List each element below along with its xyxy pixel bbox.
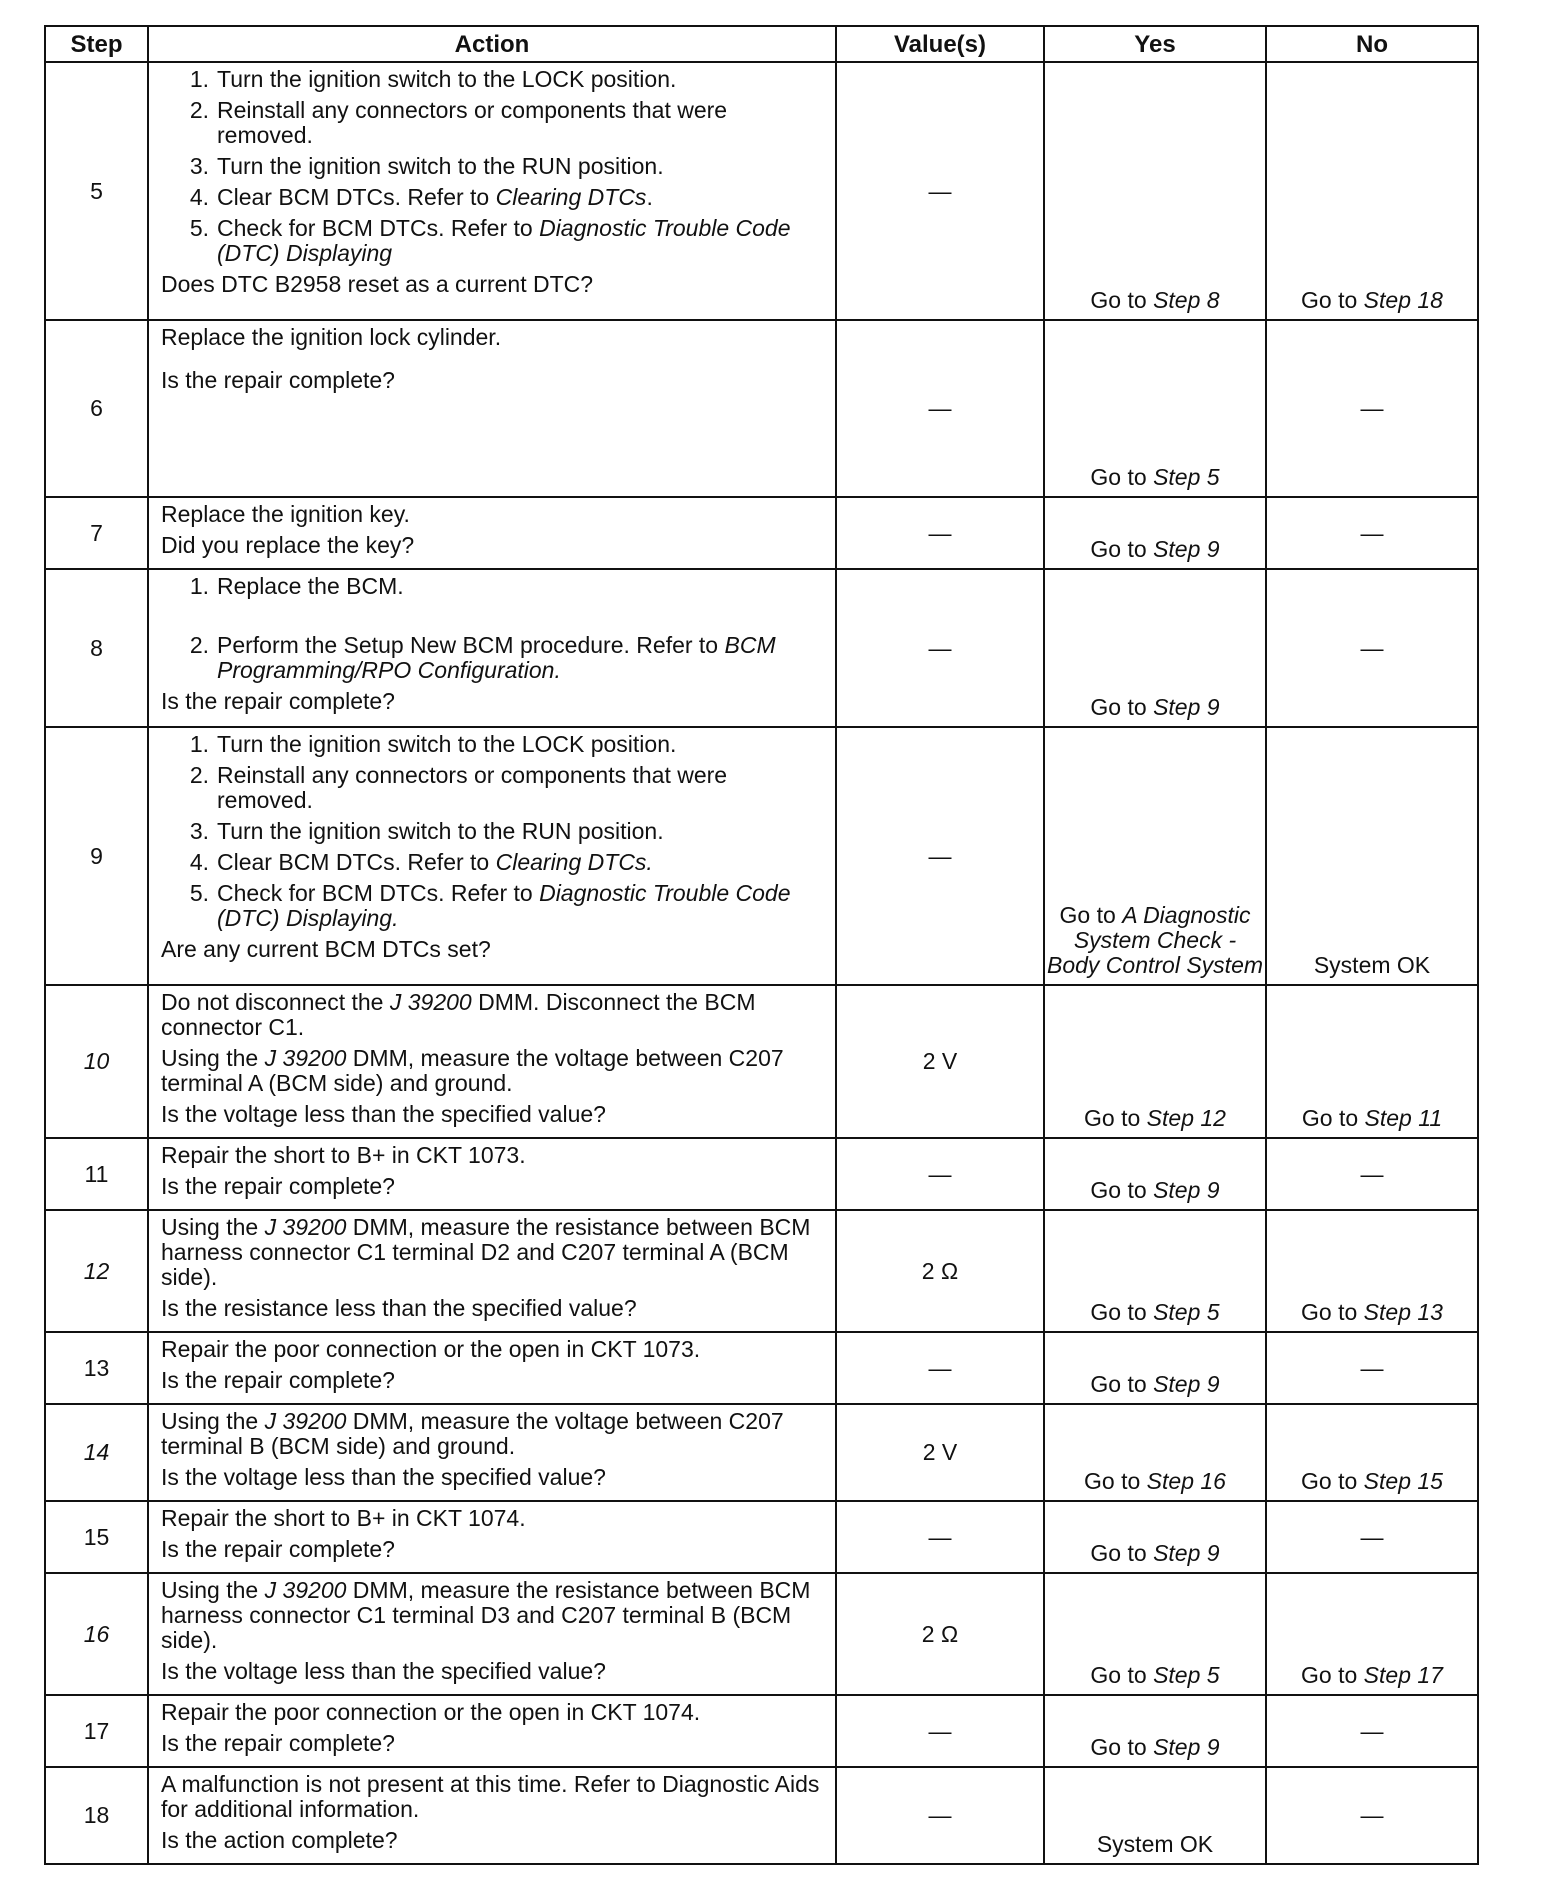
table-row <box>45 727 1478 985</box>
action-cell <box>148 1332 836 1404</box>
step-number: 10 <box>45 985 148 1138</box>
action-cell <box>148 320 836 497</box>
table-row <box>45 320 1478 497</box>
yes-cell: Go to Step 9 <box>1044 1332 1266 1404</box>
value-cell: 2 V <box>836 985 1044 1138</box>
action-text: Replace the ignition lock cylinder. <box>161 324 502 350</box>
list-item: Check for BCM DTCs. Refer to Diagnostic Trouble Code (DTC) Displaying. <box>217 880 791 931</box>
action-cell <box>148 1404 836 1501</box>
step-number: 15 <box>45 1501 148 1573</box>
yes-cell: Go to A Diagnostic System Check - Body Control System <box>1044 727 1266 985</box>
value-cell: — <box>836 1695 1044 1767</box>
action-text: Repair the poor connection or the open in CKT 1073. <box>161 1336 701 1362</box>
action-text: Using the J 39200 DMM, measure the voltage between C207 terminal B (BCM side) and ground. <box>161 1408 784 1459</box>
action-text: Using the J 39200 DMM, measure the resistance between BCM harness connector C1 terminal D3 and C207 terminal B (BCM side). <box>161 1577 811 1653</box>
no-cell: Go to Step 13 <box>1266 1210 1478 1332</box>
action-cell <box>148 1501 836 1573</box>
question: Is the repair complete? <box>161 1730 395 1756</box>
yes-cell: Go to Step 5 <box>1044 1573 1266 1695</box>
value-cell: — <box>836 1332 1044 1404</box>
action-cell <box>148 497 836 569</box>
action-text: Using the J 39200 DMM, measure the voltage between C207 terminal A (BCM side) and ground. <box>161 1045 784 1096</box>
yes-cell: Go to Step 8 <box>1044 62 1266 320</box>
action-text: Do not disconnect the J 39200 DMM. Disconnect the BCM connector C1. <box>161 989 756 1040</box>
step-number: 17 <box>45 1695 148 1767</box>
no-cell: — <box>1266 1767 1478 1864</box>
step-number: 11 <box>45 1138 148 1210</box>
table-row <box>45 1210 1478 1332</box>
question: Is the voltage less than the specified value? <box>161 1101 606 1127</box>
step-number: 8 <box>45 569 148 727</box>
question: Is the resistance less than the specified value? <box>161 1295 637 1321</box>
table-row <box>45 985 1478 1138</box>
value-cell: 2 Ω <box>836 1573 1044 1695</box>
table-row <box>45 1501 1478 1573</box>
value-cell: 2 Ω <box>836 1210 1044 1332</box>
yes-cell: Go to Step 5 <box>1044 1210 1266 1332</box>
list-item: Check for BCM DTCs. Refer to Diagnostic Trouble Code (DTC) Displaying <box>217 215 791 266</box>
action-text: Replace the ignition key. <box>161 501 410 527</box>
yes-cell: Go to Step 9 <box>1044 497 1266 569</box>
question: Did you replace the key? <box>161 532 415 558</box>
step-number: 16 <box>45 1573 148 1695</box>
no-cell: — <box>1266 497 1478 569</box>
yes-cell: Go to Step 9 <box>1044 1138 1266 1210</box>
question: Does DTC B2958 reset as a current DTC? <box>161 271 594 297</box>
list-item: Clear BCM DTCs. Refer to Clearing DTCs. <box>217 849 653 875</box>
table-row <box>45 1767 1478 1864</box>
diagnostic-table <box>44 25 1479 1865</box>
no-cell: — <box>1266 1501 1478 1573</box>
list-item: Replace the BCM. <box>217 573 404 599</box>
no-cell: — <box>1266 569 1478 727</box>
value-cell: — <box>836 1138 1044 1210</box>
list-item: Turn the ignition switch to the RUN position. <box>217 153 664 179</box>
action-text: A malfunction is not present at this time. Refer to Diagnostic Aids for additional information. <box>161 1771 820 1822</box>
yes-cell: Go to Step 5 <box>1044 320 1266 497</box>
value-cell: — <box>836 727 1044 985</box>
action-cell: 1. Turn the ignition switch to the LOCK position. 2. Reinstall any connectors or components that were removed. 3. Turn the ignition switch to the RUN position. 4. Clear BCM DTCs. Refer to Clearing DTCs. 5. Check for BCM DTCs. Refer to Diagnostic Trouble Code (DTC) Displaying Does DTC B2958 reset as a current DTC? <box>148 62 836 320</box>
list-item: Turn the ignition switch to the LOCK position. <box>217 731 677 757</box>
action-cell <box>148 985 836 1138</box>
value-cell: — <box>836 1501 1044 1573</box>
table-row <box>45 1573 1478 1695</box>
value-cell: 2 V <box>836 1404 1044 1501</box>
action-cell <box>148 1138 836 1210</box>
question: Are any current BCM DTCs set? <box>161 936 491 962</box>
question: Is the repair complete? <box>161 367 395 393</box>
action-text: Repair the short to B+ in CKT 1074. <box>161 1505 526 1531</box>
value-cell: — <box>836 497 1044 569</box>
header-values: Value(s) <box>836 26 1044 62</box>
table-row <box>45 62 1478 320</box>
list-item: Turn the ignition switch to the LOCK position. <box>217 66 677 92</box>
step-number: 7 <box>45 497 148 569</box>
action-text: Repair the short to B+ in CKT 1073. <box>161 1142 526 1168</box>
no-cell: Go to Step 17 <box>1266 1573 1478 1695</box>
question: Is the repair complete? <box>161 1367 395 1393</box>
step-number: 6 <box>45 320 148 497</box>
yes-cell: Go to Step 16 <box>1044 1404 1266 1501</box>
table-row <box>45 569 1478 727</box>
header-no: No <box>1266 26 1478 62</box>
table-row <box>45 1332 1478 1404</box>
question: Is the repair complete? <box>161 1536 395 1562</box>
header-yes: Yes <box>1044 26 1266 62</box>
question: Is the action complete? <box>161 1827 398 1853</box>
action-cell <box>148 1695 836 1767</box>
no-cell: — <box>1266 1695 1478 1767</box>
step-number: 18 <box>45 1767 148 1864</box>
no-cell: System OK <box>1266 727 1478 985</box>
list-item: Perform the Setup New BCM procedure. Refer to BCM Programming/RPO Configuration. <box>217 632 776 683</box>
action-cell <box>148 1767 836 1864</box>
table-row <box>45 1695 1478 1767</box>
no-cell: Go to Step 15 <box>1266 1404 1478 1501</box>
yes-cell: Go to Step 9 <box>1044 1501 1266 1573</box>
list-item: Reinstall any connectors or components that were removed. <box>217 762 728 813</box>
yes-cell: Go to Step 9 <box>1044 1695 1266 1767</box>
step-number: 14 <box>45 1404 148 1501</box>
action-cell <box>148 1210 836 1332</box>
question: Is the voltage less than the specified value? <box>161 1658 606 1684</box>
no-cell: — <box>1266 1138 1478 1210</box>
question: Is the repair complete? <box>161 688 395 714</box>
value-cell: — <box>836 569 1044 727</box>
list-item: Clear BCM DTCs. Refer to Clearing DTCs. <box>217 184 653 210</box>
action-cell: 1. Replace the BCM. 2. Perform the Setup New BCM procedure. Refer to BCM Programming/RPO Configuration. Is the repair complete? <box>148 569 836 727</box>
table-row <box>45 1138 1478 1210</box>
no-cell: Go to Step 11 <box>1266 985 1478 1138</box>
question: Is the voltage less than the specified value? <box>161 1464 606 1490</box>
step-number: 9 <box>45 727 148 985</box>
value-cell: — <box>836 62 1044 320</box>
table-row <box>45 1404 1478 1501</box>
value-cell: — <box>836 320 1044 497</box>
yes-cell: Go to Step 12 <box>1044 985 1266 1138</box>
no-cell: — <box>1266 1332 1478 1404</box>
list-item: Turn the ignition switch to the RUN position. <box>217 818 664 844</box>
header-action: Action <box>148 26 836 62</box>
yes-cell: System OK <box>1044 1767 1266 1864</box>
no-cell: — <box>1266 320 1478 497</box>
action-cell <box>148 1573 836 1695</box>
action-text: Repair the poor connection or the open in CKT 1074. <box>161 1699 701 1725</box>
question: Is the repair complete? <box>161 1173 395 1199</box>
yes-cell: Go to Step 9 <box>1044 569 1266 727</box>
action-text: Using the J 39200 DMM, measure the resistance between BCM harness connector C1 terminal D2 and C207 terminal A (BCM side). <box>161 1214 811 1290</box>
no-cell: Go to Step 18 <box>1266 62 1478 320</box>
header-row <box>45 26 1478 62</box>
step-number: 5 <box>45 62 148 320</box>
value-cell: — <box>836 1767 1044 1864</box>
header-step: Step <box>45 26 148 62</box>
step-number: 12 <box>45 1210 148 1332</box>
action-cell: 1. Turn the ignition switch to the LOCK position. 2. Reinstall any connectors or components that were removed. 3. Turn the ignition switch to the RUN position. 4. Clear BCM DTCs. Refer to Clearing DTCs. 5. Check for BCM DTCs. Refer to Diagnostic Trouble Code (DTC) Displaying. Are any current BCM DTCs set? <box>148 727 836 985</box>
table-row <box>45 497 1478 569</box>
list-item: Reinstall any connectors or components that were removed. <box>217 97 728 148</box>
step-number: 13 <box>45 1332 148 1404</box>
